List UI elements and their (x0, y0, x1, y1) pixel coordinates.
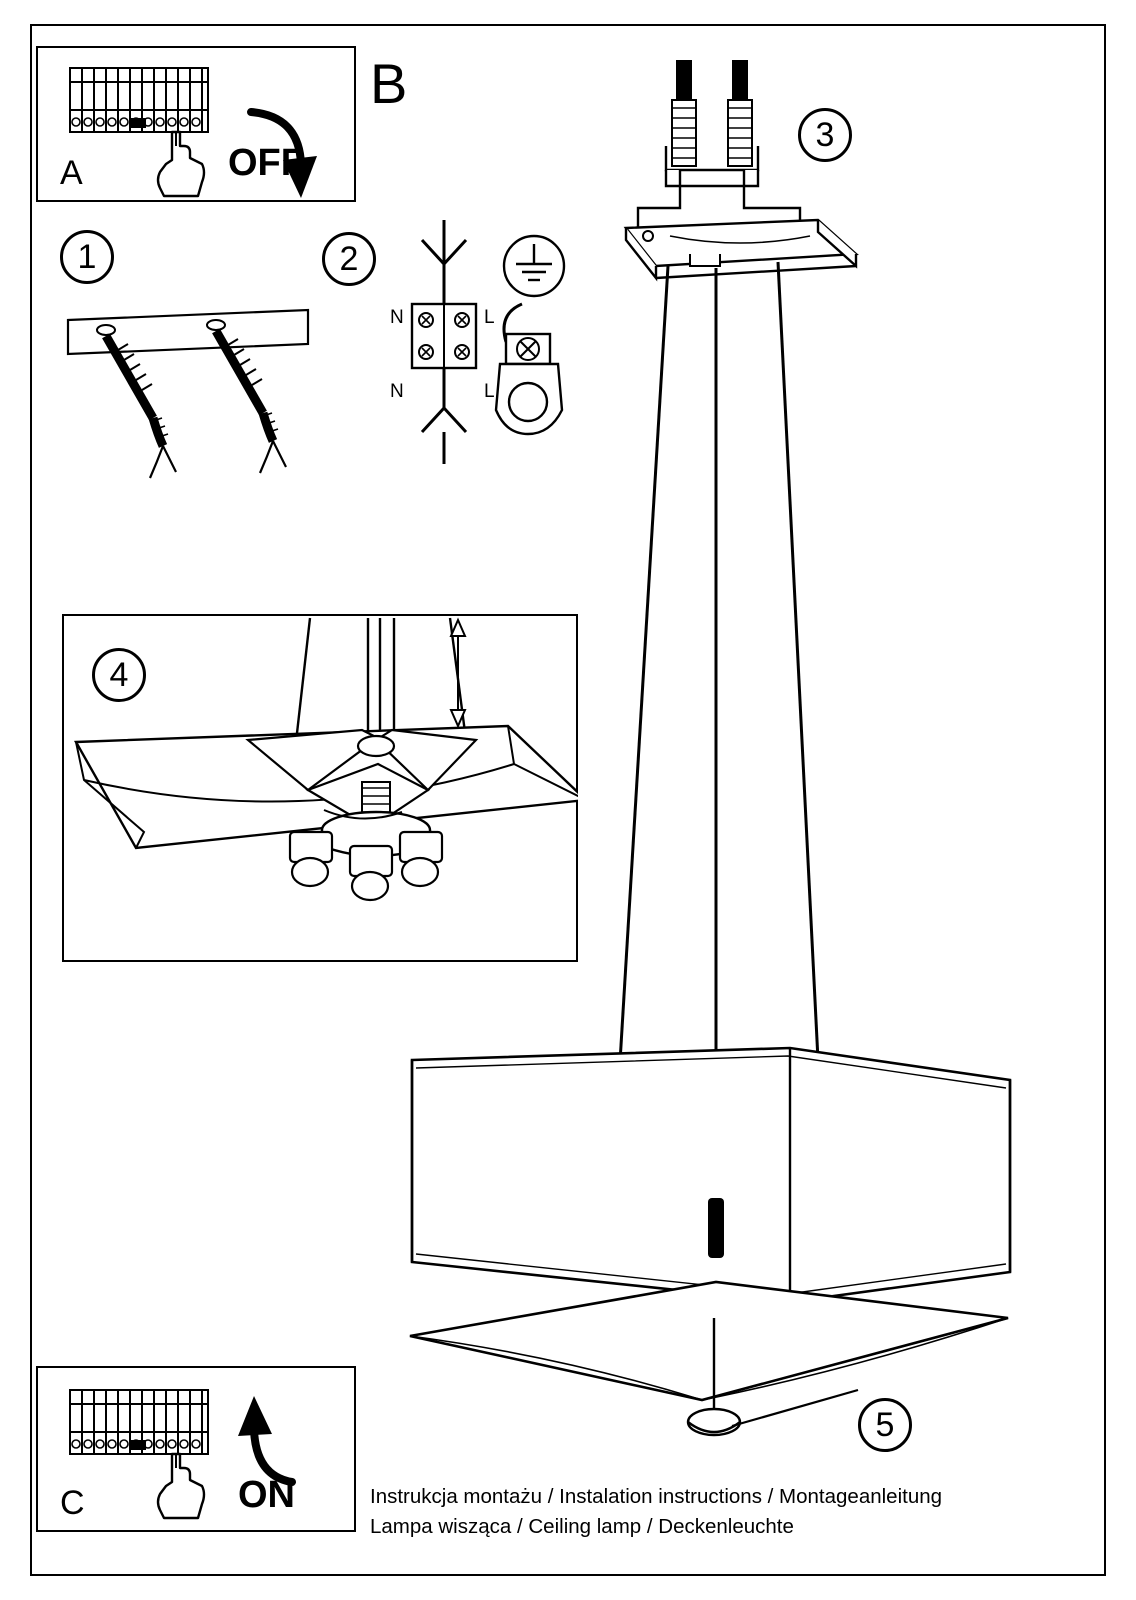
hand-pointing-icon (146, 130, 216, 200)
step-1-number: 1 (60, 230, 114, 284)
caption-line-2: Lampa wisząca / Ceiling lamp / Deckenleuchte (370, 1515, 794, 1538)
terminal-label-n-bottom: N (390, 381, 404, 402)
step-4-number: 4 (92, 648, 146, 702)
step-3-number: 3 (798, 108, 852, 162)
panel-a-action-label: OFF (228, 142, 304, 184)
panel-c (36, 1366, 356, 1532)
pendant-lamp-assembly-drawing (380, 50, 1080, 1470)
panel-c-letter: C (60, 1484, 85, 1522)
terminal-label-l-top: L (484, 307, 495, 328)
panel-c-action-label: ON (238, 1474, 295, 1516)
terminal-label-l-bottom: L (484, 381, 495, 402)
hand-pointing-icon (146, 1452, 216, 1522)
caption-line-1: Instrukcja montażu / Instalation instructions / Montageanleitung (370, 1485, 943, 1508)
panel-b-letter: B (370, 52, 408, 115)
terminal-label-n-top: N (390, 307, 404, 328)
panel-a-letter: A (60, 154, 83, 192)
step-5-number: 5 (858, 1398, 912, 1452)
panel-a (36, 46, 356, 202)
mounting-plate-with-screws (58, 300, 338, 490)
step-2-number: 2 (322, 232, 376, 286)
